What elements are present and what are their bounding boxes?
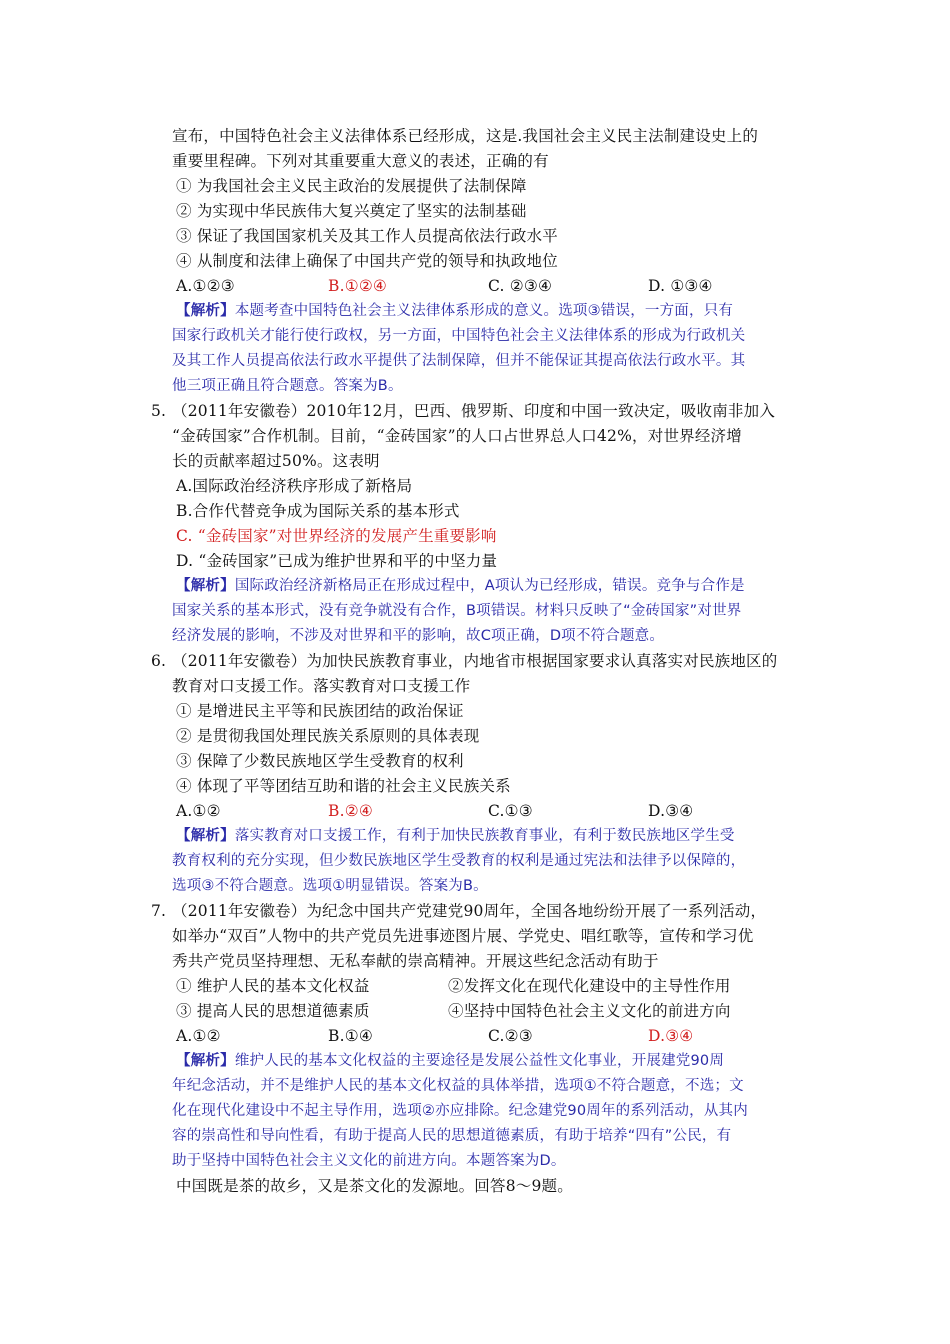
q6-option-c: C.①③: [488, 802, 533, 820]
q7-stem-line: （2011年安徽卷）为纪念中国共产党建党90周年，全国各地纷纷开展了一系列活动，: [172, 902, 767, 920]
q7-option-c: C.②③: [488, 1027, 533, 1045]
q4-option-d: D. ①③④: [648, 277, 713, 295]
q7-stem-line: 秀共产党员坚持理想、无私奉献的崇高精神。开展这些纪念活动有助于: [172, 952, 659, 970]
q7-analysis-line: 化在现代化建设中不起主导作用，选项②亦应排除。纪念建党90周年的系列活动，从其内: [172, 1103, 748, 1119]
q6-item: ② 是贯彻我国处理民族关系原则的具体表现: [176, 727, 480, 745]
q6-analysis-line: 教育权利的充分实现，但少数民族地区学生受教育的权利是通过宪法和法律予以保障的，: [172, 853, 746, 869]
q4-analysis-line: 他三项正确且符合题意。答案为B。: [172, 378, 403, 394]
q6-item: ④ 体现了平等团结互助和谐的社会主义民族关系: [176, 777, 511, 795]
q7-number: 7.: [151, 902, 167, 920]
q6-option-a: A.①②: [176, 802, 221, 820]
q5-option-a: A.国际政治经济秩序形成了新格局: [176, 477, 413, 495]
q6-item: ③ 保障了少数民族地区学生受教育的权利: [176, 752, 464, 770]
analysis-tag: 【解析】: [176, 828, 235, 844]
q6-item: ① 是增进民主平等和民族团结的政治保证: [176, 702, 464, 720]
q4-analysis-line: 【解析】本题考查中国特色社会主义法律体系形成的意义。选项③错误，一方面，只有: [176, 303, 734, 319]
q7-analysis-line: 【解析】维护人民的基本文化权益的主要途径是发展公益性文化事业，开展建党90周: [176, 1053, 725, 1069]
q5-analysis-line: 经济发展的影响，不涉及对世界和平的影响，故C项正确，D项不符合题意。: [172, 628, 665, 644]
q7-stem-line: 如举办“双百”人物中的共产党员先进事迹图片展、学党史、唱红歌等，宣传和学习优: [172, 927, 754, 945]
analysis-tag: 【解析】: [176, 578, 235, 594]
q4-item: ① 为我国社会主义民主政治的发展提供了法制保障: [176, 177, 527, 195]
q4-item: ② 为实现中华民族伟大复兴奠定了坚实的法制基础: [176, 202, 527, 220]
q6-option-b-answer: B.②④: [328, 802, 373, 820]
q7-item: ②发挥文化在现代化建设中的主导性作用: [448, 977, 731, 995]
q5-number: 5.: [151, 402, 167, 420]
q5-stem-line: “金砖国家”合作机制。目前，“金砖国家”的人口占世界总人口42%，对世界经济增: [172, 427, 742, 445]
q6-analysis-line: 选项③不符合题意。选项①明显错误。答案为B。: [172, 878, 488, 894]
q7-item: ④坚持中国特色社会主义文化的前进方向: [448, 1002, 731, 1020]
q7-analysis-line: 年纪念活动，并不是维护人民的基本文化权益的具体举措，选项①不符合题意，不选；文: [172, 1078, 744, 1094]
q5-stem-line: 长的贡献率超过50%。这表明: [172, 452, 380, 470]
q7-option-d-answer: D.③④: [648, 1027, 694, 1045]
q4-item: ③ 保证了我国国家机关及其工作人员提高依法行政水平: [176, 227, 558, 245]
q5-analysis-line: 国家关系的基本形式，没有竞争就没有合作，B项错误。材料只反映了“金砖国家”对世界: [172, 603, 742, 619]
q4-analysis-line: 及其工作人员提高依法行政水平提供了法制保障，但并不能保证其提高依法行政水平。其: [172, 353, 746, 369]
q7-item: ① 维护人民的基本文化权益: [176, 977, 370, 995]
q6-number: 6.: [151, 652, 167, 670]
q6-stem-line: 教育对口支援工作。落实教育对口支援工作: [172, 677, 471, 695]
q6-analysis-line: 【解析】落实教育对口支援工作，有利于加快民族教育事业，有利于数民族地区学生受: [176, 828, 735, 844]
q5-analysis-line: 【解析】国际政治经济新格局正在形成过程中，A项认为已经形成，错误。竞争与合作是: [176, 578, 745, 594]
q4-option-b-answer: B.①②④: [328, 277, 388, 295]
q5-stem-line: （2011年安徽卷）2010年12月，巴西、俄罗斯、印度和中国一致决定，吸收南非加入: [172, 402, 776, 420]
q4-option-c: C. ②③④: [488, 277, 553, 295]
analysis-tag: 【解析】: [176, 1053, 235, 1069]
q5-option-c-answer: C. “金砖国家”对世界经济的发展产生重要影响: [176, 527, 497, 545]
q6-stem-line: （2011年安徽卷）为加快民族教育事业，内地省市根据国家要求认真落实对民族地区的: [172, 652, 778, 670]
q5-option-b: B.合作代替竞争成为国际关系的基本形式: [176, 502, 460, 520]
q7-option-a: A.①②: [176, 1027, 221, 1045]
q7-option-b: B.①④: [328, 1027, 373, 1045]
q4-stem-line: 宣布，中国特色社会主义法律体系已经形成，这是.我国社会主义民主法制建设史上的: [172, 127, 759, 145]
q4-option-a: A.①②③: [176, 277, 235, 295]
q4-item: ④ 从制度和法律上确保了中国共产党的领导和执政地位: [176, 252, 558, 270]
q4-stem-line: 重要里程碑。下列对其重要重大意义的表述，正确的有: [172, 152, 549, 170]
analysis-tag: 【解析】: [176, 303, 235, 319]
q4-analysis-line: 国家行政机关才能行使行政权，另一方面，中国特色社会主义法律体系的形成为行政机关: [172, 328, 746, 344]
q7-analysis-line: 容的崇高性和导向性看，有助于提高人民的思想道德素质，有助于培养“四有”公民，有: [172, 1128, 732, 1144]
q7-item: ③ 提高人民的思想道德素质: [176, 1002, 370, 1020]
q5-option-d: D. “金砖国家”已成为维护世界和平的中坚力量: [176, 552, 498, 570]
q8-9-intro: 中国既是茶的故乡，又是茶文化的发源地。回答8～9题。: [176, 1177, 573, 1195]
q7-analysis-line: 助于坚持中国特色社会主义文化的前进方向。本题答案为D。: [172, 1153, 566, 1169]
q6-option-d: D.③④: [648, 802, 694, 820]
